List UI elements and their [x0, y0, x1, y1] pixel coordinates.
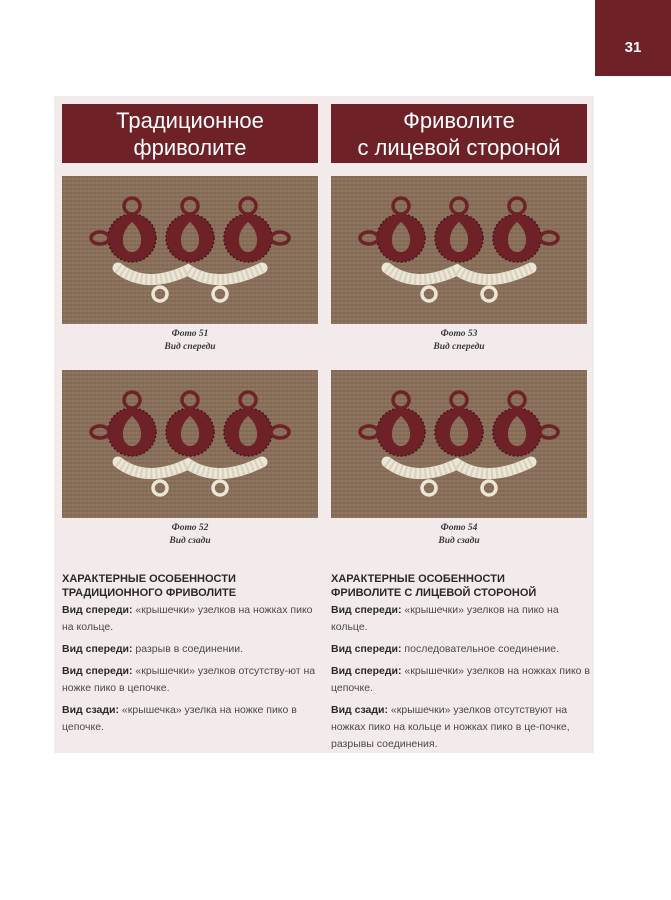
caption-title: Фото 54: [440, 523, 478, 533]
feature-label: Вид спереди:: [62, 604, 133, 616]
feature-item: [62, 702, 324, 736]
features-title-line1: ХАРАКТЕРНЫЕ ОСОБЕННОСТИ: [331, 573, 505, 585]
lace-illustration: [331, 176, 587, 324]
feature-text: «крышечки» узелков отсутству-ют на ножке пико в цепочке.: [62, 665, 316, 694]
caption-sub: Вид спереди: [433, 342, 485, 352]
feature-label: Вид сзади:: [62, 704, 119, 716]
header-traditional-line1: Традиционное: [116, 107, 264, 133]
feature-text: последовательное соединение.: [401, 643, 560, 655]
caption-title: Фото 51: [171, 329, 209, 339]
feature-text: «крышечки» узелков на ножках пико на кольце.: [62, 604, 313, 633]
photo-54: [331, 370, 587, 518]
features-title-line1: ХАРАКТЕРНЫЕ ОСОБЕННОСТИ: [62, 573, 236, 585]
photo-52: [62, 370, 318, 518]
feature-label: Вид спереди:: [62, 665, 133, 677]
header-face-side-line1: Фриволите: [403, 107, 515, 133]
header-face-side-line2: с лицевой стороной: [357, 134, 561, 160]
features-traditional: [62, 572, 324, 741]
feature-text: «крышечки» узелков на пико на кольце.: [331, 604, 559, 633]
lace-illustration: [62, 176, 318, 324]
feature-item: [331, 702, 593, 753]
feature-label: Вид спереди:: [331, 643, 402, 655]
caption-photo-51: [62, 328, 318, 354]
photo-51: [62, 176, 318, 324]
header-traditional: [62, 104, 318, 163]
features-face-side: [331, 572, 593, 758]
page-number: 31: [624, 38, 642, 56]
features-title: [62, 572, 324, 600]
feature-text: «крышечки» узелков отсутствуют на ножках пико на кольце и ножках пико в це-почке, разрывы соединения.: [331, 704, 570, 750]
lace-illustration: [331, 370, 587, 518]
features-title-line2: ФРИВОЛИТЕ С ЛИЦЕВОЙ СТОРОНОЙ: [331, 587, 537, 599]
feature-label: Вид спереди:: [331, 665, 402, 677]
caption-photo-52: [62, 522, 318, 548]
caption-title: Фото 52: [171, 523, 209, 533]
photo-53: [331, 176, 587, 324]
features-title-line2: ТРАДИЦИОННОГО ФРИВОЛИТЕ: [62, 587, 237, 599]
feature-label: Вид спереди:: [62, 643, 133, 655]
feature-item: [62, 663, 324, 697]
caption-title: Фото 53: [440, 329, 478, 339]
feature-item: [331, 602, 593, 636]
feature-label: Вид спереди:: [331, 604, 402, 616]
caption-photo-53: [331, 328, 587, 354]
feature-item: [62, 641, 324, 658]
feature-item: [331, 641, 593, 658]
features-title: [331, 572, 593, 600]
feature-item: [331, 663, 593, 697]
feature-label: Вид сзади:: [331, 704, 388, 716]
header-traditional-line2: фриволите: [133, 134, 247, 160]
caption-photo-54: [331, 522, 587, 548]
caption-sub: Вид спереди: [164, 342, 216, 352]
feature-text: «крышечка» узелка на ножке пико в цепочке.: [62, 704, 297, 733]
lace-illustration: [62, 370, 318, 518]
header-face-side: [331, 104, 587, 163]
feature-text: «крышечки» узелков на ножках пико в цепочке.: [331, 665, 590, 694]
page-number-box: [595, 0, 671, 76]
caption-sub: Вид сзади: [169, 536, 211, 546]
feature-item: [62, 602, 324, 636]
feature-text: разрыв в соединении.: [132, 643, 244, 655]
caption-sub: Вид сзади: [438, 536, 480, 546]
